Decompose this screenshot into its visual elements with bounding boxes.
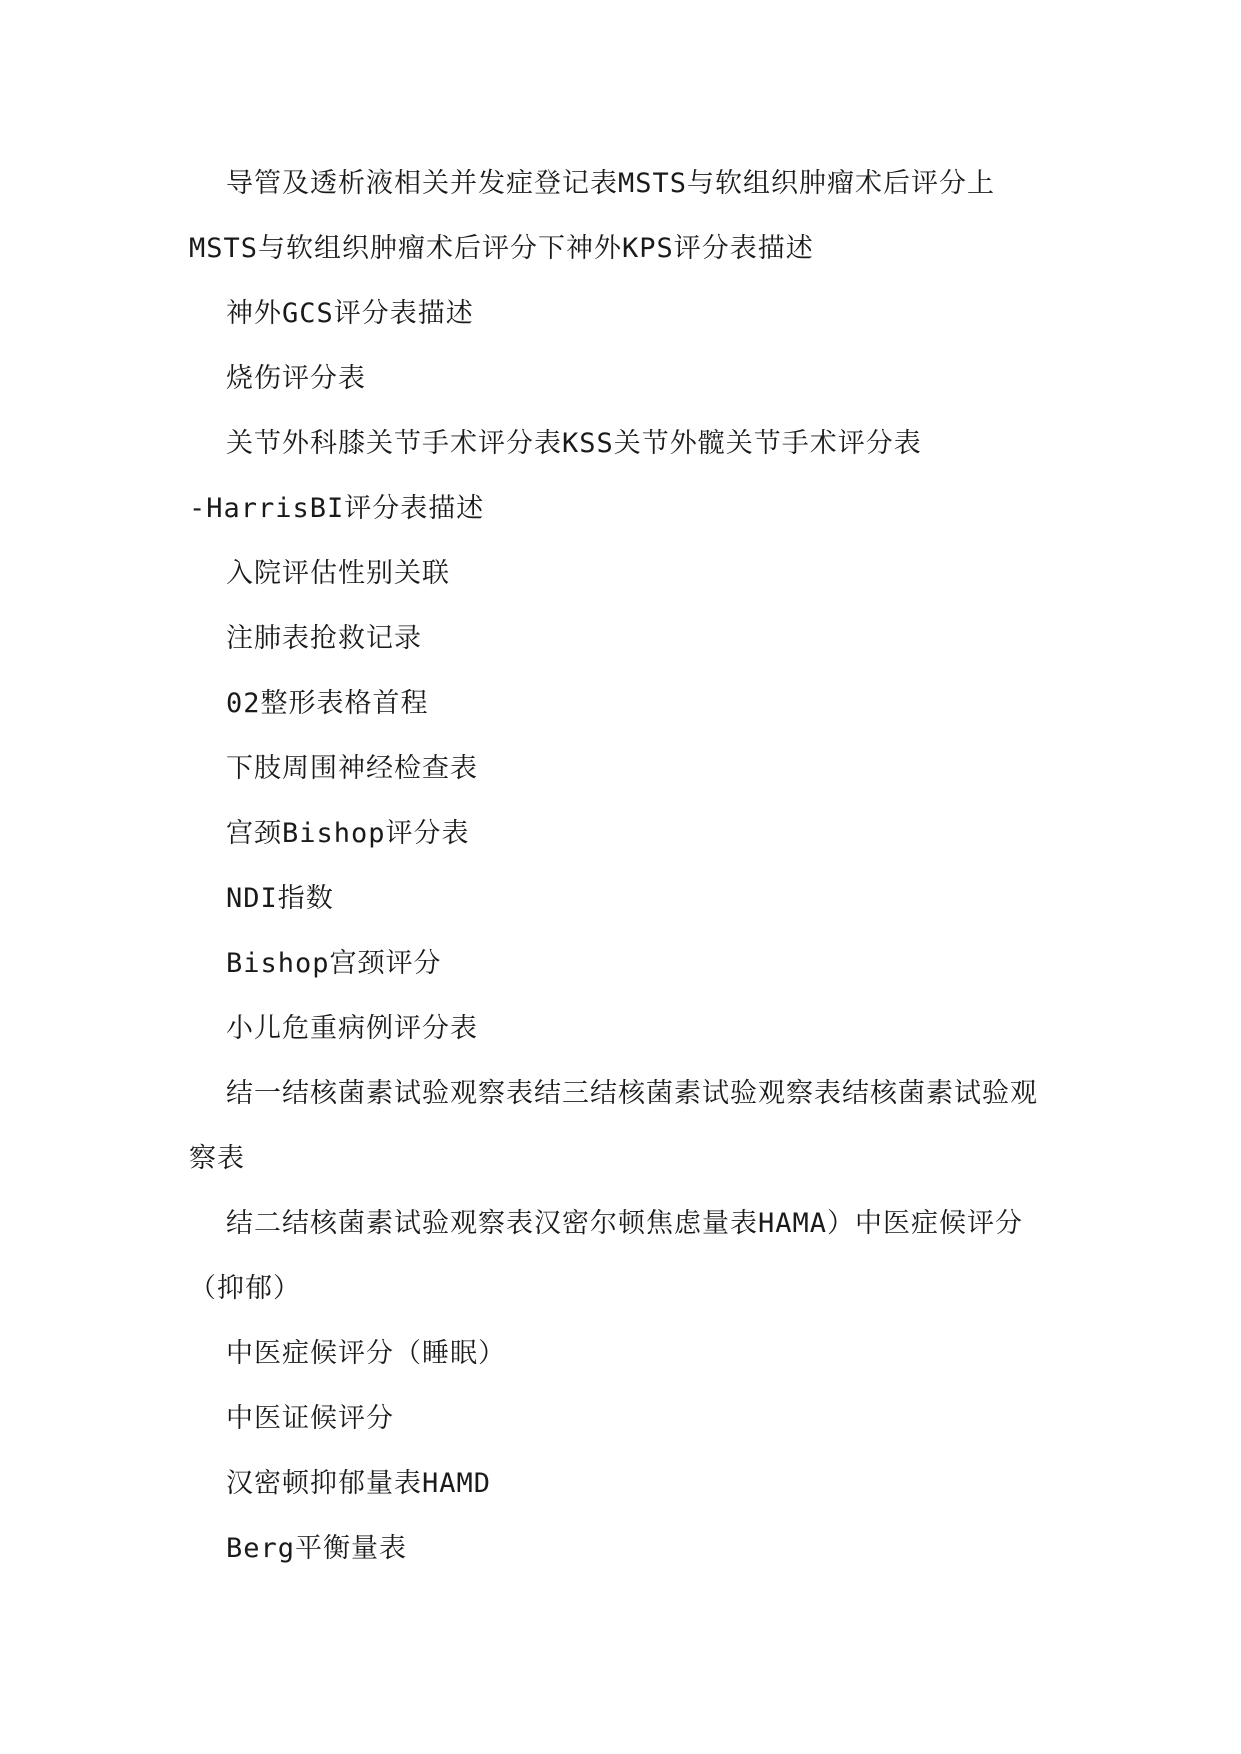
text-line: NDI指数 <box>226 883 334 914</box>
text-line: 结一结核菌素试验观察表结三结核菌素试验观察表结核菌素试验观 <box>226 1078 1038 1109</box>
text-line: 中医证候评分 <box>226 1403 394 1434</box>
text-line: 汉密顿抑郁量表HAMD <box>226 1468 492 1499</box>
text-line: MSTS与软组织肿瘤术后评分下神外KPS评分表描述 <box>189 233 814 264</box>
text-line: 小儿危重病例评分表 <box>226 1013 478 1044</box>
text-line: 02整形表格首程 <box>226 688 429 719</box>
text-line: 关节外科膝关节手术评分表KSS关节外髋关节手术评分表 <box>226 428 922 459</box>
text-line: 察表 <box>189 1143 245 1174</box>
text-line: 结二结核菌素试验观察表汉密尔顿焦虑量表HAMA）中医症候评分 <box>226 1208 1024 1239</box>
text-line: 入院评估性别关联 <box>226 558 450 589</box>
document-body <box>189 156 1079 1586</box>
text-line: Bishop宫颈评分 <box>226 948 442 979</box>
text-line: 烧伤评分表 <box>226 363 366 394</box>
text-line: （抑郁） <box>189 1273 301 1304</box>
text-line: 导管及透析液相关并发症登记表MSTS与软组织肿瘤术后评分上 <box>226 168 996 199</box>
text-line: -HarrisBI评分表描述 <box>189 493 485 524</box>
text-line: 宫颈Bishop评分表 <box>226 818 470 849</box>
text-line: 中医症候评分（睡眠） <box>226 1338 506 1369</box>
text-line: 下肢周围神经检查表 <box>226 753 478 784</box>
text-line: Berg平衡量表 <box>226 1533 408 1564</box>
text-line: 注肺表抢救记录 <box>226 623 422 654</box>
text-line: 神外GCS评分表描述 <box>226 298 474 329</box>
